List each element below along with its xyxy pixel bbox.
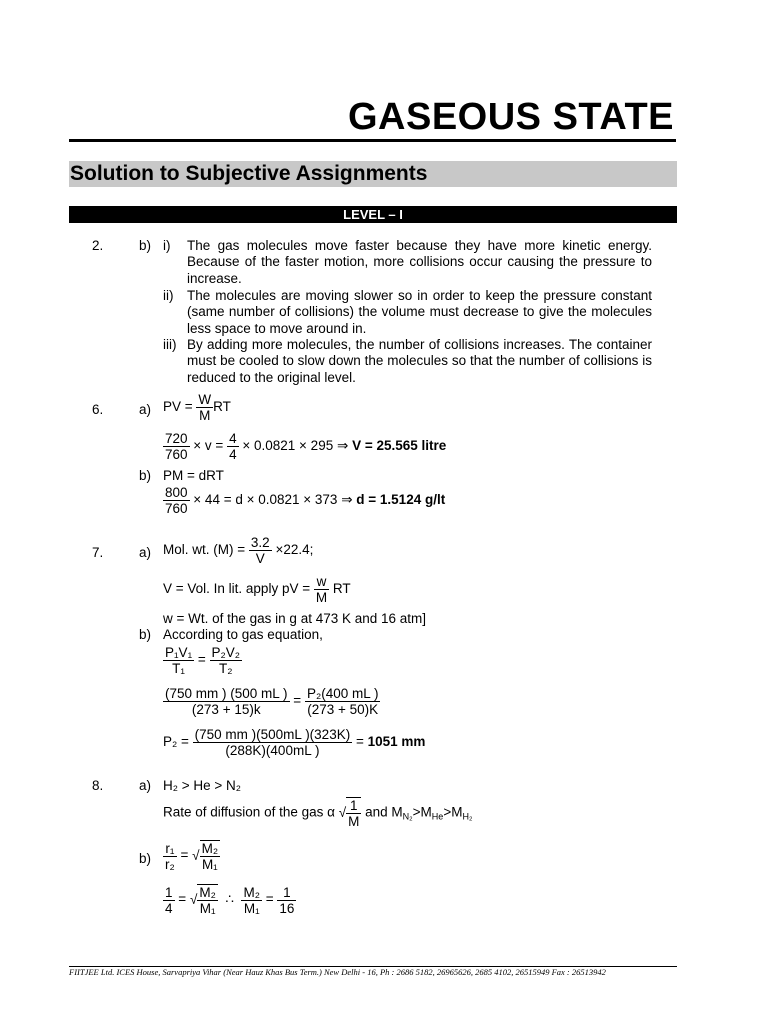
q8-part-b: b) <box>139 851 152 866</box>
q2-i-text: The gas molecules move faster because they have more kinetic energy. Because of the faster motion, more collisions occur causing the pressure to increase. <box>187 238 652 286</box>
q7-v-frac: $\frac{w}{M}$ <box>315 574 328 605</box>
q6-b-line: PM = dRT <box>163 468 224 483</box>
q8-b2-frac3: $\frac{\text{M₂}}{\text{M₁}}$ <box>243 884 260 916</box>
q7-eq2: $\frac{(750 mm ) (500 mL )}{(273 + 15)k}$ = $\frac{\text{P₂(400 mL )}}{(273 + 50)K}$ <box>165 686 379 717</box>
q7-eq1: $\frac{\text{P₁V₁}}{\text{T₁}}$ = $\frac{\text{P₂V₂}}{\text{T₂}}$ <box>165 645 241 676</box>
q2-number: 2. <box>92 238 104 253</box>
q8-b1-right: $\frac{\text{M₂}}{\text{M₁}}$ <box>201 841 219 872</box>
q8-b2-frac4: $\frac{1}{16}$ <box>279 884 295 916</box>
sqrt-symbol: √ <box>192 848 200 863</box>
q7-eq3: P₂ = $\frac{(750 mm )(500mL )(323K)}{(288K)(400mL )}$ = 1051 mm <box>163 727 426 758</box>
q8-b2-root: $\frac{\text{M₂}}{\text{M₁}}$ <box>199 885 216 916</box>
q7-a-eq: Mol. wt. (M) = $\frac{3.2}{V}$ ×22.4; <box>163 535 314 566</box>
q6-b2-frac: $\frac{800}{760}$ <box>165 485 188 516</box>
implies-arrow: ⇒ <box>336 438 349 454</box>
q2-iii-label: iii) <box>163 337 177 352</box>
q6-a2-frac1: $\frac{720}{760}$ <box>165 431 188 462</box>
q2-i-label: i) <box>163 238 171 253</box>
q6-a2-eq: $\frac{720}{760}$ × v = $\frac{4}{4}$ × 0.0821 × 295 ⇒ V = 25.565 litre <box>165 431 447 462</box>
q8-b2-eq: $\frac{1}{4}$ = √ $\frac{\text{M₂}}{\text{M₁}}$ ∴ $\frac{\text{M₂}}{\text{M₁}}$ = $\frac{1}{16}$ <box>165 884 295 916</box>
q7-eq1-right: $\frac{\text{P₂V₂}}{\text{T₂}}$ <box>211 645 241 676</box>
level-heading: LEVEL – I <box>69 206 677 223</box>
q6-a-frac: $\frac{W}{M}$ <box>198 392 212 423</box>
q6-part-a: a) <box>139 402 152 417</box>
q6-a-result: V = 25.565 litre <box>352 438 447 454</box>
title-rule <box>69 139 676 142</box>
q7-eq2-left: $\frac{(750 mm ) (500 mL )}{(273 + 15)k}$ <box>165 686 288 717</box>
q6-a2-frac2: $\frac{4}{4}$ <box>229 431 237 462</box>
q7-part-b: b) <box>139 627 152 642</box>
q6-a-eq <box>163 392 231 423</box>
sqrt-symbol: √ <box>189 892 198 907</box>
implies-arrow: ⇒ <box>341 492 353 508</box>
q7-b-line: According to gas equation, <box>163 627 323 642</box>
q2-iii-text: By adding more molecules, the number of collisions increases. The container must be cooled to slow down the molecules so that the number of collisions is reduced to the original level. <box>187 337 652 385</box>
footer-address: FIITJEE Ltd. ICES House, Sarvapriya Vihar (Near Hauz Khas Bus Term.) New Delhi - 16, Ph : 2686 5182, 26965626, 2685 4102, 26515949 Fax : 26513942 <box>69 967 606 977</box>
therefore-symbol: ∴ <box>225 891 234 907</box>
q6-number: 6. <box>92 402 104 417</box>
q7-eq1-left: $\frac{\text{P₁V₁}}{\text{T₁}}$ <box>165 645 193 676</box>
q8-part-a: a) <box>139 778 152 793</box>
q7-v-eq: V = Vol. In lit. apply pV = $\frac{w}{M}$ RT <box>163 574 351 605</box>
section-subtitle: Solution to Subjective Assignments <box>70 162 428 185</box>
q7-w-line: w = Wt. of the gas in g at 473 K and 16 atm] <box>163 611 427 626</box>
q8-rate-frac: $\frac{1}{M}$ <box>348 798 360 829</box>
q6-a-rt: RT <box>213 399 231 415</box>
q8-a-line: H₂ > He > N₂ <box>163 778 242 793</box>
page-title: GASEOUS STATE <box>347 96 674 138</box>
q7-eq3-frac: $\frac{(750 mm )(500mL )(323K)}{(288K)(400mL )}$ <box>194 727 351 758</box>
q7-part-a: a) <box>139 545 152 560</box>
q2-ii-label: ii) <box>163 288 174 303</box>
q7-number: 7. <box>92 545 104 560</box>
q6-b-result: d = 1.5124 g/lt <box>356 492 446 508</box>
sqrt-symbol: √ <box>338 805 347 820</box>
q8-rate-eq: Rate of diffusion of the gas α √ $\frac{1}{M}$ and $M_{N_2}>M_{He}>M_{H_2}$ <box>163 798 473 829</box>
q8-b1-eq: $\frac{\text{r₁}}{\text{r₂}}$ = √ $\frac{\text{M₂}}{\text{M₁}}$ <box>165 840 219 872</box>
q2-ii-text: The molecules are moving slower so in order to keep the pressure constant (same number of collisions) the volume must decrease to give the molecules less space to move around in. <box>187 288 652 336</box>
q8-b2-left: $\frac{1}{4}$ <box>165 884 173 916</box>
q8-number: 8. <box>92 778 104 793</box>
q6-a-lhs: PV = <box>163 399 193 415</box>
q6-part-b: b) <box>139 468 152 483</box>
q6-b2-eq: $\frac{800}{760}$ × 44 = d × 0.0821 × 373 ⇒ d = 1.5124 g/lt <box>165 485 446 516</box>
q8-b1-left: $\frac{\text{r₁}}{\text{r₂}}$ <box>165 840 175 872</box>
q2-part-b: b) <box>139 238 152 253</box>
q7-a-frac: $\frac{3.2}{V}$ <box>250 535 270 566</box>
q7-eq2-right: $\frac{\text{P₂(400 mL )}}{(273 + 50)K}$ <box>306 686 379 717</box>
q7-result: 1051 mm <box>367 734 426 750</box>
